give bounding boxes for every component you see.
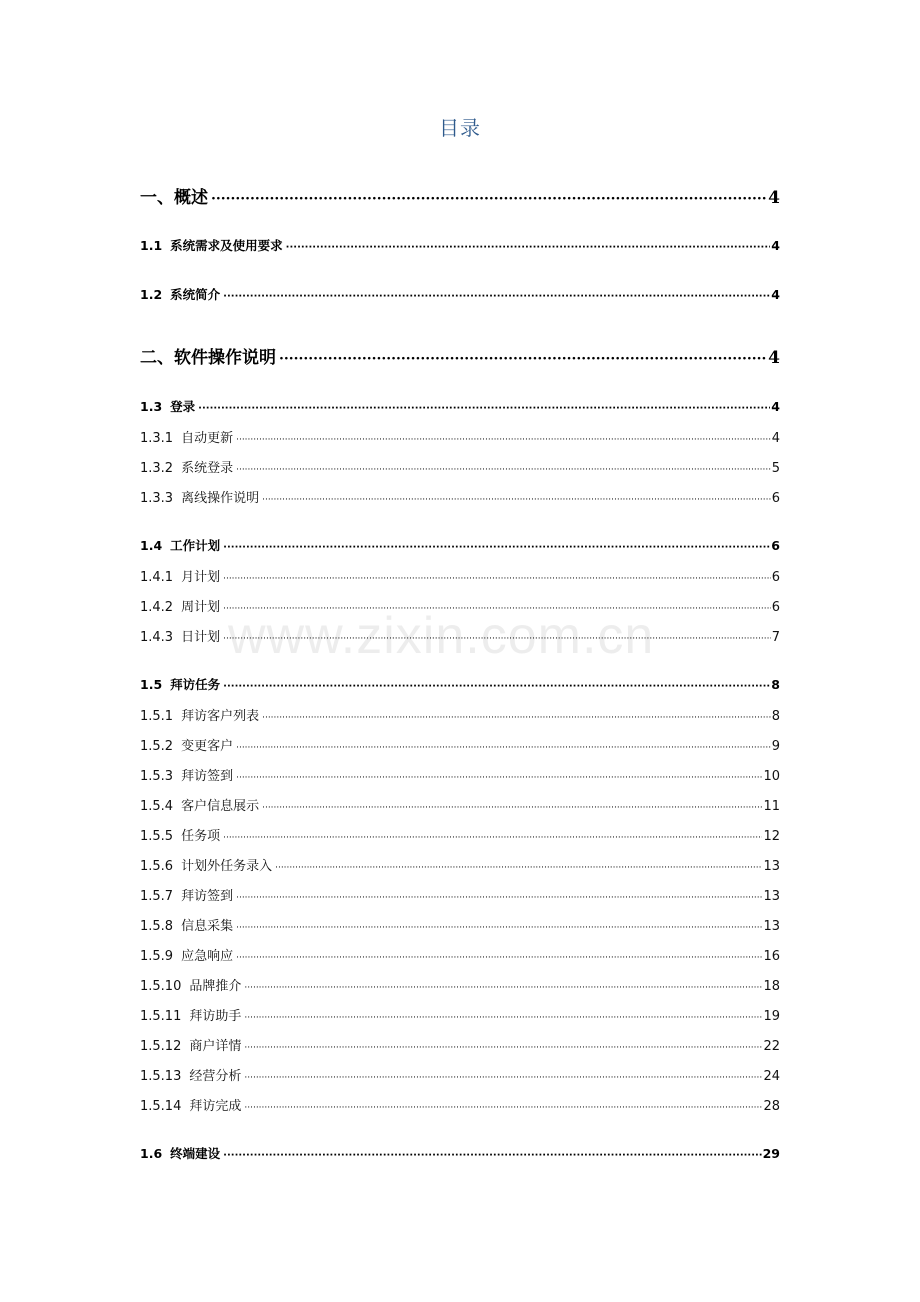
- toc-entry[interactable]: [140, 1035, 780, 1054]
- toc-entry[interactable]: [140, 236, 780, 254]
- toc-entry-page-number: 5: [771, 461, 780, 476]
- toc-entry-number: 1.3: [140, 399, 163, 414]
- toc-entry-page-number: 4: [771, 238, 780, 253]
- toc-entry-label: [140, 397, 195, 415]
- toc-entry-text: 二、软件操作说明: [140, 348, 276, 368]
- toc-entry-number: 1.6: [140, 1146, 163, 1161]
- toc-dot-leader: [236, 773, 762, 783]
- toc-dot-leader: [236, 465, 771, 475]
- toc-entry-text: 周计划: [181, 600, 221, 615]
- toc-entry-number: 1.3.2: [140, 461, 174, 476]
- toc-entry-number: 1.3.1: [140, 431, 174, 446]
- toc-dot-leader: [236, 953, 762, 963]
- toc-entry-text: 任务项: [181, 829, 221, 844]
- toc-dot-leader: [244, 983, 762, 993]
- toc-entry-text: 品牌推介: [189, 979, 242, 994]
- toc-entry-text: 系统登录: [181, 461, 234, 476]
- toc-entry-number: 1.4.2: [140, 600, 174, 615]
- toc-entry-number: 1.5.11: [140, 1009, 182, 1024]
- toc-entry[interactable]: [140, 343, 780, 368]
- toc-entry-text: 客户信息展示: [181, 799, 260, 814]
- toc-entry-text: 拜访助手: [189, 1009, 242, 1024]
- toc-entry-number: 1.1: [140, 238, 163, 253]
- watermark: www.zixin.com.cn: [228, 607, 655, 665]
- toc-entry-number: 1.5.9: [140, 949, 174, 964]
- toc-entry-label: [140, 596, 220, 615]
- toc-entry[interactable]: [140, 596, 780, 615]
- toc-entry[interactable]: [140, 1065, 780, 1084]
- toc-dot-leader: [223, 1150, 761, 1161]
- toc-entry-label: [140, 765, 233, 784]
- toc-entry-label: [140, 487, 259, 506]
- toc-dot-leader: [236, 893, 762, 903]
- toc-entry-text: 月计划: [181, 570, 221, 585]
- toc-entry-text: 拜访完成: [189, 1099, 242, 1114]
- toc-entry-page-number: 4: [771, 287, 780, 302]
- toc-entry-page-number: 9: [771, 739, 780, 754]
- toc-entry-page-number: 24: [763, 1069, 780, 1084]
- toc-entry-label: [140, 735, 233, 754]
- toc-entry-text: 系统需求及使用要求: [170, 238, 283, 253]
- toc-entry-page-number: 13: [763, 859, 780, 874]
- toc-dot-leader: [262, 713, 771, 723]
- toc-entry-label: [140, 427, 233, 446]
- toc-entry-text: 变更客户: [181, 739, 234, 754]
- toc-entry-text: 日计划: [181, 630, 221, 645]
- toc-entry[interactable]: [140, 825, 780, 844]
- toc-entry-label: [140, 915, 233, 934]
- toc-entry-label: [140, 705, 259, 724]
- toc-entry-page-number: 19: [763, 1009, 780, 1024]
- toc-entry[interactable]: [140, 795, 780, 814]
- toc-entry[interactable]: [140, 1144, 780, 1162]
- toc-dot-leader: [286, 242, 771, 253]
- toc-dot-leader: [223, 604, 771, 614]
- toc-entry-page-number: 6: [771, 538, 780, 553]
- toc-dot-leader: [244, 1043, 762, 1053]
- toc-entry-number: 1.5.10: [140, 979, 182, 994]
- toc-entry-page-number: 12: [763, 829, 780, 844]
- toc-entry-page-number: 4: [768, 348, 780, 368]
- toc-entry[interactable]: [140, 885, 780, 904]
- toc-entry-text: 商户详情: [189, 1039, 242, 1054]
- toc-entry-text: 计划外任务录入: [181, 859, 273, 874]
- toc-entry[interactable]: [140, 735, 780, 754]
- toc-entry-page-number: 28: [763, 1099, 780, 1114]
- toc-entry-page-number: 18: [763, 979, 780, 994]
- toc-entry-number: 1.2: [140, 287, 163, 302]
- toc-entry-number: 1.5.6: [140, 859, 174, 874]
- toc-dot-leader: [236, 435, 771, 445]
- toc-entry[interactable]: [140, 427, 780, 446]
- toc-dot-leader: [211, 191, 767, 207]
- toc-entry-page-number: 11: [763, 799, 780, 814]
- toc-entry-number: 1.5.12: [140, 1039, 182, 1054]
- toc-dot-leader: [262, 803, 762, 813]
- toc-entry[interactable]: [140, 705, 780, 724]
- toc-entry[interactable]: [140, 855, 780, 874]
- toc-entry[interactable]: [140, 1005, 780, 1024]
- toc-entry[interactable]: [140, 183, 780, 208]
- toc-dot-leader: [223, 681, 770, 692]
- toc-entry[interactable]: [140, 626, 780, 645]
- toc-dot-leader: [244, 1013, 762, 1023]
- toc-entry-label: [140, 1144, 220, 1162]
- toc-entry-page-number: 8: [771, 709, 780, 724]
- toc-dot-leader: [198, 403, 770, 414]
- toc-entry-number: 1.5.3: [140, 769, 174, 784]
- toc-entry-page-number: 4: [768, 188, 780, 208]
- toc-dot-leader: [223, 574, 771, 584]
- toc-entry-number: 1.4.1: [140, 570, 174, 585]
- toc-entry[interactable]: [140, 487, 780, 506]
- page-title: 目录: [439, 116, 481, 140]
- toc-entry-text: 拜访客户列表: [181, 709, 260, 724]
- toc-entry-page-number: 6: [771, 491, 780, 506]
- toc-entry-text: 经营分析: [189, 1069, 242, 1084]
- toc-entry[interactable]: [140, 457, 780, 476]
- toc-entry-text: 拜访签到: [181, 769, 234, 784]
- toc-entry[interactable]: [140, 566, 780, 585]
- toc-entry-label: [140, 457, 233, 476]
- toc-entry-number: 1.4.3: [140, 630, 174, 645]
- toc-entry-text: 自动更新: [181, 431, 234, 446]
- toc-entry-number: 1.3.3: [140, 491, 174, 506]
- toc-entry-label: [140, 236, 283, 254]
- toc-entry-label: [140, 626, 220, 645]
- toc-entry-text: 信息采集: [181, 919, 234, 934]
- toc-entry-label: [140, 1095, 241, 1114]
- toc-entry-label: [140, 1005, 241, 1024]
- toc-entry-number: 1.5.8: [140, 919, 174, 934]
- toc-dot-leader: [236, 743, 771, 753]
- toc-entry-page-number: 22: [763, 1039, 780, 1054]
- toc-dot-leader: [262, 495, 771, 505]
- toc-entry-label: [140, 855, 272, 874]
- toc-dot-leader: [236, 923, 762, 933]
- toc-entry-text: 终端建设: [170, 1146, 221, 1161]
- toc-entry-label: [140, 536, 220, 554]
- toc-dot-leader: [275, 863, 762, 873]
- toc-entry-text: 工作计划: [170, 538, 221, 553]
- toc-entry-page-number: 13: [763, 919, 780, 934]
- toc-entry-number: 1.5.7: [140, 889, 174, 904]
- toc-entry[interactable]: [140, 975, 780, 994]
- toc-entry-number: 1.5.4: [140, 799, 174, 814]
- toc-entry-number: 1.5.1: [140, 709, 174, 724]
- toc-entry-number: 1.5: [140, 677, 163, 692]
- toc-entry-page-number: 6: [771, 570, 780, 585]
- toc-entry-number: 1.5.14: [140, 1099, 182, 1114]
- toc-entry-number: 1.5.13: [140, 1069, 182, 1084]
- toc-entry-label: [140, 975, 241, 994]
- toc-entry-label: [140, 183, 208, 208]
- toc-entry[interactable]: [140, 675, 780, 693]
- toc-entry-page-number: 29: [762, 1146, 780, 1161]
- toc-entry[interactable]: [140, 397, 780, 415]
- toc-entry-label: [140, 343, 276, 368]
- toc-entry-label: [140, 885, 233, 904]
- toc-entry-text: 拜访任务: [170, 677, 221, 692]
- toc-entry-label: [140, 566, 220, 585]
- toc-entry-page-number: 10: [763, 769, 780, 784]
- toc-entry-number: 1.4: [140, 538, 163, 553]
- toc-dot-leader: [279, 351, 767, 367]
- toc-entry[interactable]: [140, 536, 780, 554]
- toc-entry-label: [140, 825, 220, 844]
- toc-dot-leader: [244, 1103, 762, 1113]
- toc-entry-label: [140, 285, 220, 303]
- toc-dot-leader: [223, 833, 762, 843]
- toc-entry[interactable]: [140, 765, 780, 784]
- toc-entry-page-number: 7: [771, 630, 780, 645]
- toc-dot-leader: [223, 634, 771, 644]
- toc-entry-page-number: 16: [763, 949, 780, 964]
- toc-dot-leader: [244, 1073, 762, 1083]
- toc-entry-number: 1.5.5: [140, 829, 174, 844]
- toc-entry-text: 系统简介: [170, 287, 221, 302]
- toc-entry-page-number: 4: [771, 399, 780, 414]
- toc-entry[interactable]: [140, 915, 780, 934]
- toc-entry-text: 应急响应: [181, 949, 234, 964]
- toc-entry-page-number: 4: [771, 431, 780, 446]
- toc-entry-text: 拜访签到: [181, 889, 234, 904]
- toc-entry[interactable]: [140, 285, 780, 303]
- toc-entry-page-number: 6: [771, 600, 780, 615]
- toc-entry-label: [140, 1065, 241, 1084]
- toc-entry-page-number: 13: [763, 889, 780, 904]
- toc-entry-label: [140, 795, 259, 814]
- toc-entry-label: [140, 1035, 241, 1054]
- toc-entry-number: 1.5.2: [140, 739, 174, 754]
- toc-dot-leader: [223, 291, 770, 302]
- toc-entry-page-number: 8: [771, 677, 780, 692]
- toc-entry-text: 登录: [170, 399, 196, 414]
- toc-entry-text: 离线操作说明: [181, 491, 260, 506]
- toc-entry[interactable]: [140, 1095, 780, 1114]
- toc-dot-leader: [223, 542, 770, 553]
- toc-entry-text: 一、概述: [140, 188, 208, 208]
- toc-entry-label: [140, 675, 220, 693]
- toc-entry[interactable]: [140, 945, 780, 964]
- toc-entry-label: [140, 945, 233, 964]
